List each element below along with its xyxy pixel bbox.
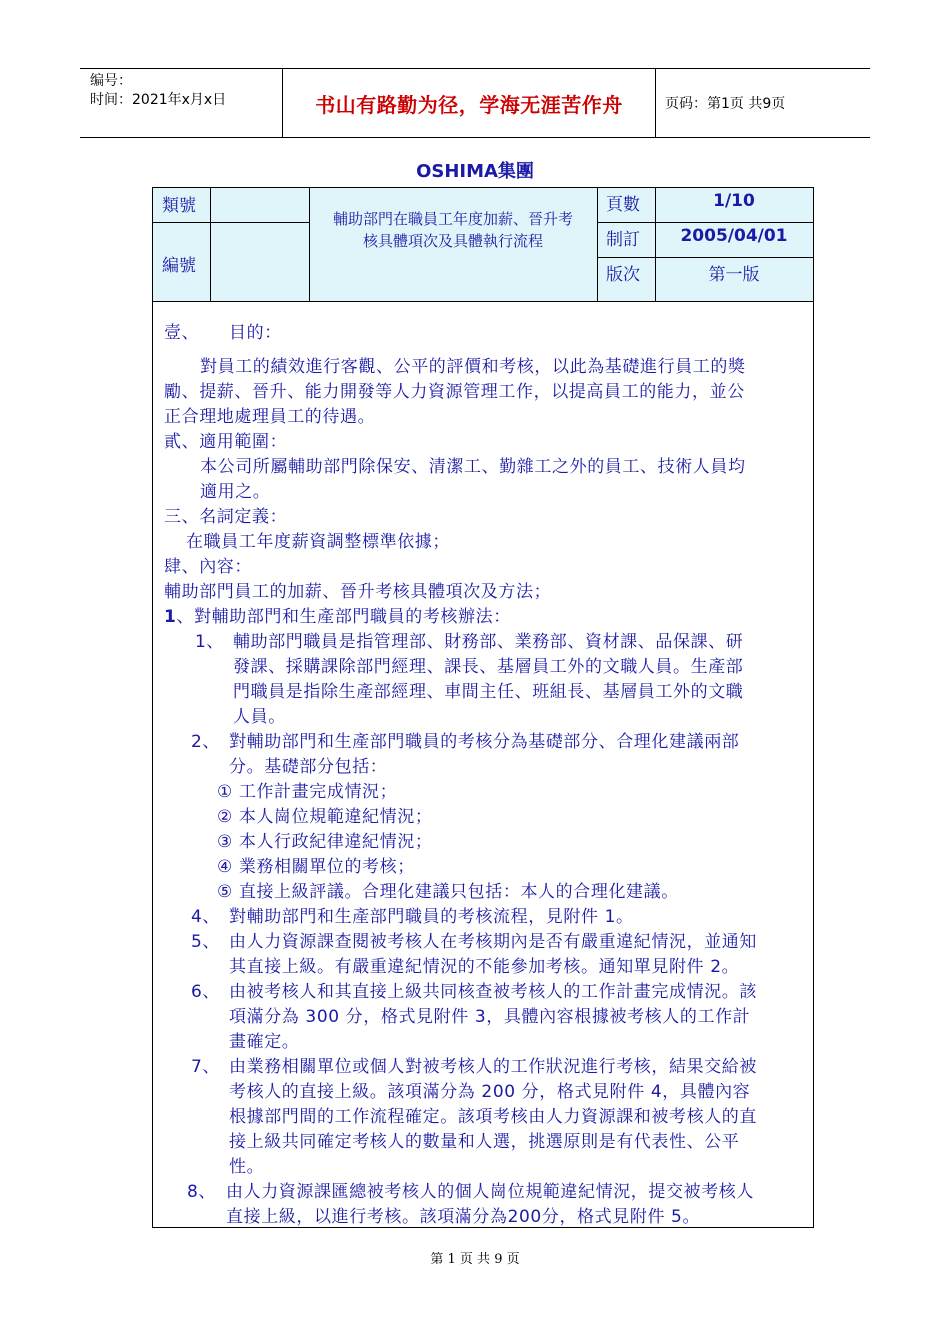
pages-value: 1/10 xyxy=(713,191,755,211)
paragraph-line: 勵、提薪、晉升、能力開發等人力資源管理工作，以提高員工的能力，並公 xyxy=(164,382,745,402)
list-line: 直接上級，以進行考核。該項滿分為200分，格式見附件 5。 xyxy=(226,1207,701,1227)
list-line: 根據部門間的工作流程確定。該項考核由人力資源課和被考核人的直 xyxy=(229,1107,757,1127)
paragraph-line: 本公司所屬輔助部門除保安、清潔工、勤雜工之外的員工、技術人員均 xyxy=(200,457,746,477)
item-text: 、對輔助部門和生產部門職員的考核辦法： xyxy=(176,607,511,627)
page-footer: 第 1 页 共 9 页 xyxy=(430,1252,520,1267)
list-line: 門職員是指除生產部經理、車間主任、班組長、基層員工外的文職 xyxy=(233,682,744,702)
list-line: 性。 xyxy=(229,1157,265,1177)
made-label: 制訂 xyxy=(606,230,640,250)
list-number: 4、 xyxy=(191,907,221,927)
list-line: 發課、採購課除部門經理、課長、基層員工外的文職人員。生產部 xyxy=(233,657,744,677)
section-title: 貳、適用範圍： xyxy=(164,432,288,452)
section-title: 目的： xyxy=(229,323,282,343)
paragraph-line: 正合理地處理員工的待遇。 xyxy=(164,407,376,427)
list-number: 2、 xyxy=(191,732,221,752)
form-title-line: 核具體項次及具體執行流程 xyxy=(362,232,543,250)
paragraph-line: 對員工的績效進行客觀、公平的評價和考核，以此為基礎進行員工的獎 xyxy=(200,357,746,377)
paragraph-line: 輔助部門員工的加薪、晉升考核具體項次及方法； xyxy=(164,582,552,602)
list-line: 人員。 xyxy=(233,707,286,727)
list-number: 7、 xyxy=(191,1057,221,1077)
list-line: 接上級共同確定考核人的數量和人選，挑選原則是有代表性、公平 xyxy=(229,1132,740,1152)
company-title: OSHIMA集團 xyxy=(416,161,534,182)
list-line: 對輔助部門和生產部門職員的考核流程，見附件 1。 xyxy=(229,907,634,927)
sub-list-item: ⑤ 直接上級評議。合理化建議只包括：本人的合理化建議。 xyxy=(217,882,679,902)
date-label: 时间：2021年x月x日 xyxy=(90,92,227,108)
list-number: 1、 xyxy=(195,632,225,652)
list-line: 項滿分為 300 分，格式見附件 3，具體內容根據被考核人的工作計 xyxy=(229,1007,751,1027)
made-value: 2005/04/01 xyxy=(680,226,788,246)
list-number: 6、 xyxy=(191,982,221,1002)
item-heading xyxy=(164,602,511,627)
list-line: 畫確定。 xyxy=(229,1032,300,1052)
version-label: 版次 xyxy=(606,265,640,285)
number-label: 编号： xyxy=(90,73,132,89)
paragraph-line: 在職員工年度薪資調整標準依據； xyxy=(186,532,450,552)
list-line: 對輔助部門和生產部門職員的考核分為基礎部分、合理化建議兩部 xyxy=(229,732,740,752)
sub-list-item: ① 工作計畫完成情況； xyxy=(217,782,398,802)
list-number: 8、 xyxy=(187,1182,217,1202)
form-title-line: 輔助部門在職員工年度加薪、晉升考 xyxy=(332,210,573,228)
form-header-table xyxy=(152,187,814,302)
sub-list-item: ③ 本人行政紀律違紀情況； xyxy=(217,832,433,852)
sub-list-item: ② 本人崗位規範違紀情況； xyxy=(217,807,433,827)
header-motto: 书山有路勤为径，学海无涯苦作舟 xyxy=(282,69,656,137)
list-line: 輔助部門職員是指管理部、財務部、業務部、資材課、品保課、研 xyxy=(233,632,744,652)
header-page-info: 页码：第1页 共9页 xyxy=(665,96,786,112)
list-line: 由人力資源課查閱被考核人在考核期內是否有嚴重違紀情況，並通知 xyxy=(229,932,757,952)
document-body xyxy=(152,302,814,1228)
header-meta xyxy=(80,69,282,137)
sub-list-item: ④ 業務相關單位的考核； xyxy=(217,857,415,877)
section-title: 肆、內容： xyxy=(164,557,252,577)
type-label: 類號 xyxy=(162,196,196,216)
version-value: 第一版 xyxy=(708,265,760,285)
list-line: 由被考核人和其直接上級共同核查被考核人的工作計畫完成情況。該 xyxy=(229,982,757,1002)
list-line: 其直接上級。有嚴重違紀情況的不能參加考核。通知單見附件 2。 xyxy=(229,957,740,977)
pages-label: 頁數 xyxy=(606,195,640,215)
list-line: 分。基礎部分包括： xyxy=(229,757,388,777)
section-title: 三、名詞定義： xyxy=(164,507,288,527)
list-line: 由業務相關單位或個人對被考核人的工作狀況進行考核，結果交給被 xyxy=(229,1057,757,1077)
list-line: 由人力資源課匯總被考核人的個人崗位規範違紀情況，提交被考核人 xyxy=(226,1182,754,1202)
list-number: 5、 xyxy=(191,932,221,952)
section-number: 壹、 xyxy=(164,323,200,343)
item-number: 1 xyxy=(164,607,177,627)
number-field-label: 編號 xyxy=(162,256,196,276)
paragraph-line: 適用之。 xyxy=(200,482,271,502)
document-header xyxy=(80,68,870,138)
form-title xyxy=(309,208,597,252)
list-line: 考核人的直接上級。該項滿分為 200 分，格式見附件 4，具體內容 xyxy=(229,1082,751,1102)
